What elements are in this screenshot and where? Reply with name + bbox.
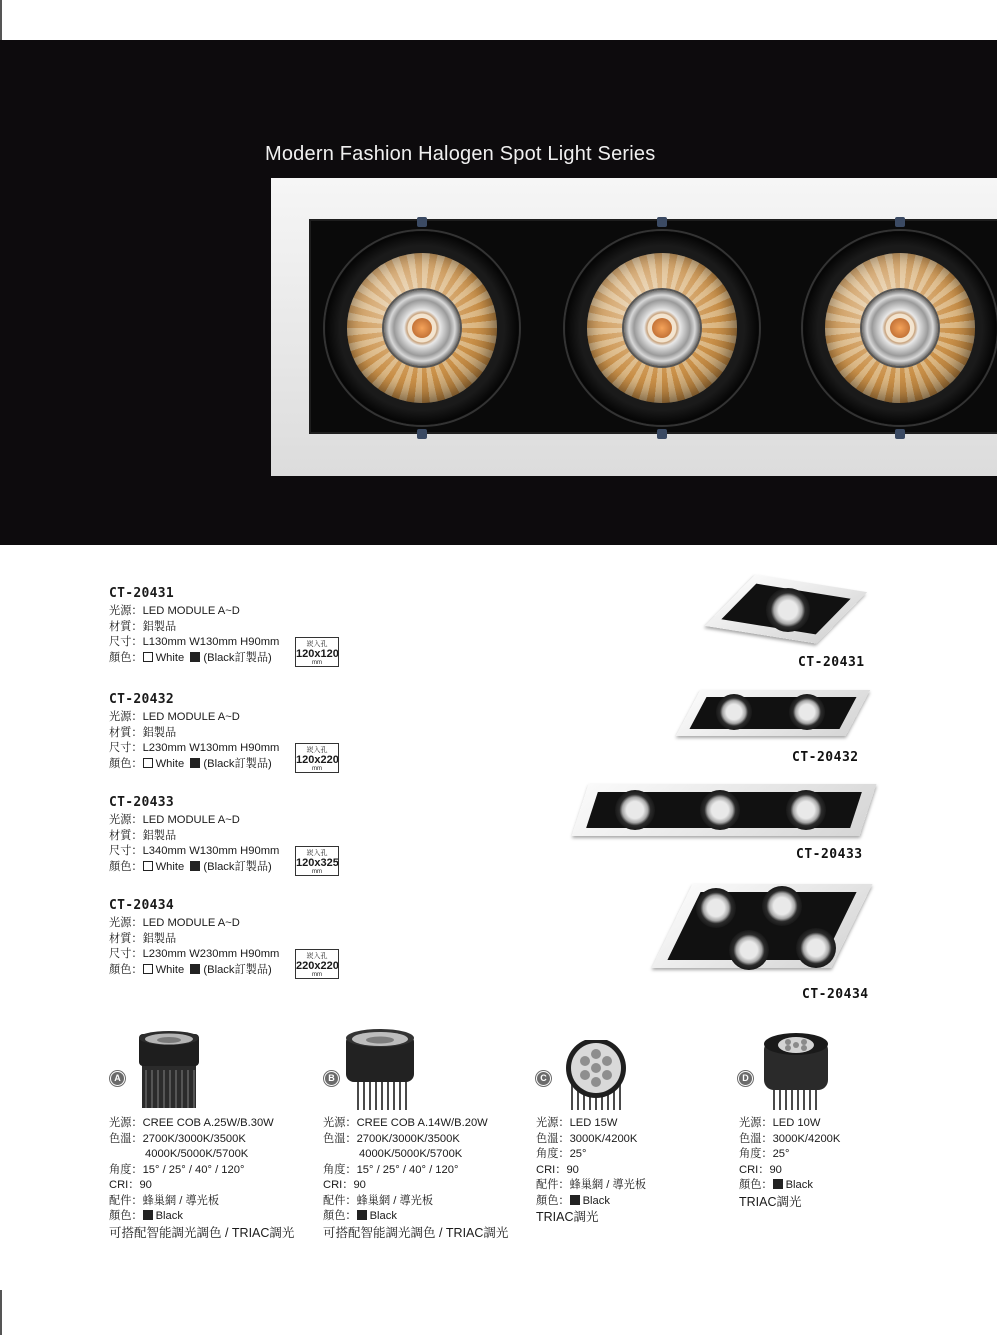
spotlight-2 [565,231,759,425]
clip [657,217,667,227]
spec-material: 材質：鋁製品 [109,726,177,739]
module-a-spec: 光源：CREE COB A.25W/B.30W 色溫：2700K/3000K/3500K 4000K/5000K/5700K 角度：15° / 25° / 40° / 120° CRI：90 配件：蜂巢網 / 導光板 顏色： Black 可搭配智能調光調色 / TRIAC調光 [109,1117,295,1240]
fixture-spot [615,790,655,830]
fixture-ct-20432 [676,690,870,736]
module-d-spec: 光源：LED 10W 色溫：3000K/4200K 角度：25° CRI：90 顏色： Black TRIAC調光 [739,1117,841,1209]
spec-source: 光源：LED MODULE A~D [109,916,240,929]
cutout-box: 崁入孔 120x325 mm [295,846,339,876]
module-c-image [560,1040,632,1112]
fixture-spot [762,886,802,926]
module-b-spec: 光源：CREE COB A.14W/B.20W 色溫：2700K/3000K/3500K 4000K/5000K/5700K 角度：15° / 25° / 40° / 120° CRI：90 配件：蜂巢網 / 導光板 顏色： Black 可搭配智能調光調色 / TRIAC調光 [323,1117,509,1240]
black-swatch-icon [190,652,200,662]
clip [417,217,427,227]
spec-size: 尺寸：L230mm W230mm H90mm [109,948,280,961]
spec-material: 材質：鋁製品 [109,829,177,842]
module-a-image [136,1030,202,1110]
fixture-spot [700,790,740,830]
spec-material: 材質：鋁製品 [109,932,177,945]
white-swatch-icon [143,861,153,871]
clip [657,429,667,439]
model-number: CT-20432 [109,692,175,707]
white-swatch-icon [143,652,153,662]
lens [624,290,700,366]
fixture-label: CT-20434 [802,987,869,1002]
cutout-box: 崁入孔 120x220 mm [295,743,339,773]
product-spec-ct-20433 [109,795,279,876]
clip [895,429,905,439]
spec-color: 顏色： White (Black訂製品) [109,652,272,665]
spec-size: 尺寸：L130mm W130mm H90mm [109,636,280,649]
module-badge: B [324,1071,339,1086]
black-swatch-icon [190,861,200,871]
product-spec-ct-20432 [109,692,279,773]
spotlight-3 [803,231,997,425]
black-swatch-icon [570,1195,580,1205]
clip [417,429,427,439]
cutout-box: 崁入孔 120x120 mm [295,637,339,667]
fixture-spot [729,930,769,970]
module-badge: A [110,1071,125,1086]
lens [384,290,460,366]
product-spec-ct-20434 [109,898,279,979]
black-swatch-icon [190,964,200,974]
fixture-recess [689,697,856,729]
spec-source: 光源：LED MODULE A~D [109,710,240,723]
black-swatch-icon [190,758,200,768]
crop-mark [0,0,2,44]
black-swatch-icon [143,1210,153,1220]
fixture-spot [786,790,826,830]
product-spec-ct-20431 [109,586,279,667]
module-b-image [344,1026,416,1112]
spec-source: 光源：LED MODULE A~D [109,813,240,826]
spec-size: 尺寸：L230mm W130mm H90mm [109,742,280,755]
fixture-spot [696,888,736,928]
black-swatch-icon [773,1179,783,1189]
spec-color: 顏色： White (Black訂製品) [109,964,272,977]
fixture-spot [796,928,836,968]
model-number: CT-20434 [109,898,175,913]
hero-banner [0,40,997,545]
fixture-spot [716,694,752,730]
model-number: CT-20433 [109,795,175,810]
module-badge: D [738,1071,753,1086]
hero-title: Modern Fashion Halogen Spot Light Series [265,143,656,165]
model-number: CT-20431 [109,586,175,601]
white-swatch-icon [143,964,153,974]
fixture-spot [789,694,825,730]
spec-color: 顏色： White (Black訂製品) [109,861,272,874]
module-d-image [760,1030,832,1112]
module-badge: C [536,1071,551,1086]
spec-size: 尺寸：L340mm W130mm H90mm [109,845,280,858]
fixture-spot [766,588,810,632]
clip [895,217,905,227]
lens [862,290,938,366]
fixture-label: CT-20433 [796,847,863,862]
fixture-label: CT-20431 [798,655,865,670]
crop-mark [0,1290,2,1335]
hero-fixture-frame [271,178,997,476]
hero-fixture-recess [309,219,997,434]
spec-color: 顏色： White (Black訂製品) [109,758,272,771]
white-swatch-icon [143,758,153,768]
module-c-spec: 光源：LED 15W 色溫：3000K/4200K 角度：25° CRI：90 配件：蜂巢網 / 導光板 顏色： Black TRIAC調光 [536,1117,647,1224]
spotlight-1 [325,231,519,425]
cutout-box: 崁入孔 220x220 mm [295,949,339,979]
fixture-label: CT-20432 [792,750,859,765]
black-swatch-icon [357,1210,367,1220]
spec-source: 光源：LED MODULE A~D [109,604,240,617]
spec-material: 材質：鋁製品 [109,620,177,633]
